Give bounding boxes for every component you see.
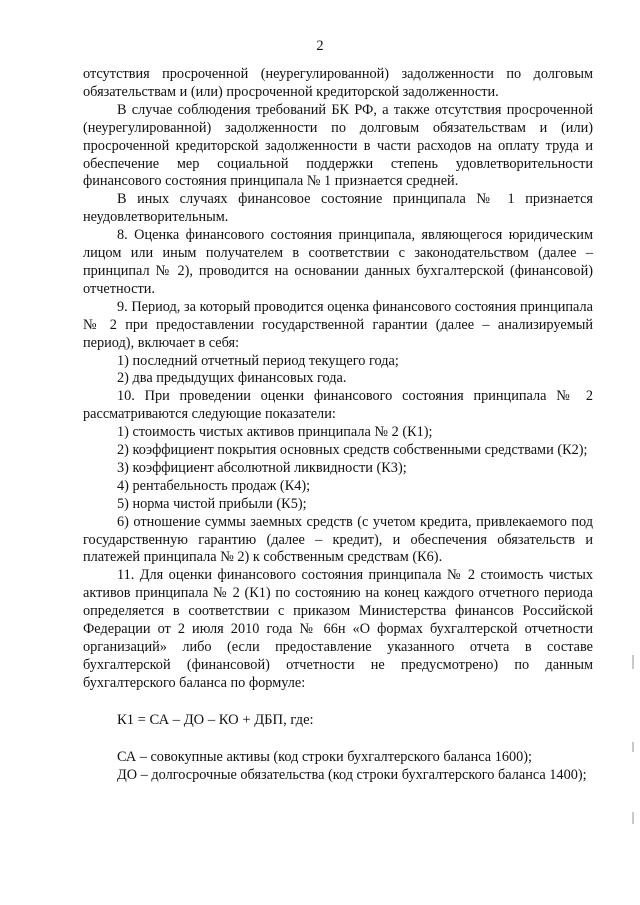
list-item-indicator-k1: 1) стоимость чистых активов принципала № 2 (К1); <box>117 424 433 441</box>
list-item-period-1: 1) последний отчетный период текущего года; <box>117 352 399 369</box>
document-body <box>83 66 593 784</box>
paragraph-clause-8: 8. Оценка финансового состояния принципала, являющегося юридическим лицом или иным получателем в соответствии с законодательством (далее – принципал № 2), проводится на основании данных бухгалтерской (финансовой) отчетности. <box>83 227 593 297</box>
list-item-indicator-k6: 6) отношение суммы заемных средств (с учетом кредита, привлекаемого под государственную гарантию (далее – кредит), и обеспечения обязательств и платежей принципала № 2) к собственным средствам (К6). <box>83 513 593 566</box>
paragraph-unsatisfactory-condition: В иных случаях финансовое состояние принципала № 1 признается неудовлетворительным. <box>83 191 593 226</box>
list-item-indicator-k5: 5) норма чистой прибыли (К5); <box>117 495 307 512</box>
list-item-indicator-k4: 4) рентабельность продаж (К4); <box>117 477 311 494</box>
definition-do: ДО – долгосрочные обязательства (код строки бухгалтерского баланса 1400); <box>117 766 587 783</box>
paragraph-clause-10: 10. При проведении оценки финансового состояния принципала № 2 рассматриваются следующие показатели: <box>83 388 593 423</box>
scan-artifact-mark <box>632 812 634 824</box>
list-item-period-2: 2) два предыдущих финансовых года. <box>117 370 347 387</box>
paragraph-clause-11: 11. Для оценки финансового состояния принципала № 2 стоимость чистых активов принципала № 2 (К1) по состоянию на конец каждого отчетного периода определяется в соответствии с приказом Министерства финансов Российской Федерации от 2 июля 2010 года № 66н «О формах бухгалтерской отчетности организаций» либо (если предоставление указанного отчета в составе бухгалтерской (финансовой) отчетности не предусмотрено) по данным бухгалтерского баланса по формуле: <box>83 567 593 691</box>
definition-sa: СА – совокупные активы (код строки бухгалтерского баланса 1600); <box>117 748 533 765</box>
paragraph-clause-9: 9. Период, за который проводится оценка финансового состояния принципала № 2 при предоставлении государственной гарантии (далее – анализируемый период), включает в себя: <box>83 298 593 351</box>
paragraph-average-condition: В случае соблюдения требований БК РФ, а также отсутствия просроченной (неурегулированной) задолженности по долговым обязательствам и (или) просроченной кредиторской задолженности в части расходов на оплату труда и обеспечение мер социальной поддержки степень удовлетворительности финансового состояния принципала № 1 признается средней. <box>83 101 593 190</box>
scan-artifact-mark <box>632 742 634 752</box>
paragraph-continuation: отсутствия просроченной (неурегулированной) задолженности по долговым обязательствам и (или) просроченной кредиторской задолженности. <box>83 66 593 100</box>
list-item-indicator-k2: 2) коэффициент покрытия основных средств собственными средствами (К2); <box>117 442 588 459</box>
scan-artifact-mark <box>632 655 634 669</box>
formula-k1: К1 = СА – ДО – КО + ДБП, где: <box>117 711 314 728</box>
page-number: 2 <box>316 38 324 54</box>
list-item-indicator-k3: 3) коэффициент абсолютной ликвидности (К3); <box>117 459 407 476</box>
